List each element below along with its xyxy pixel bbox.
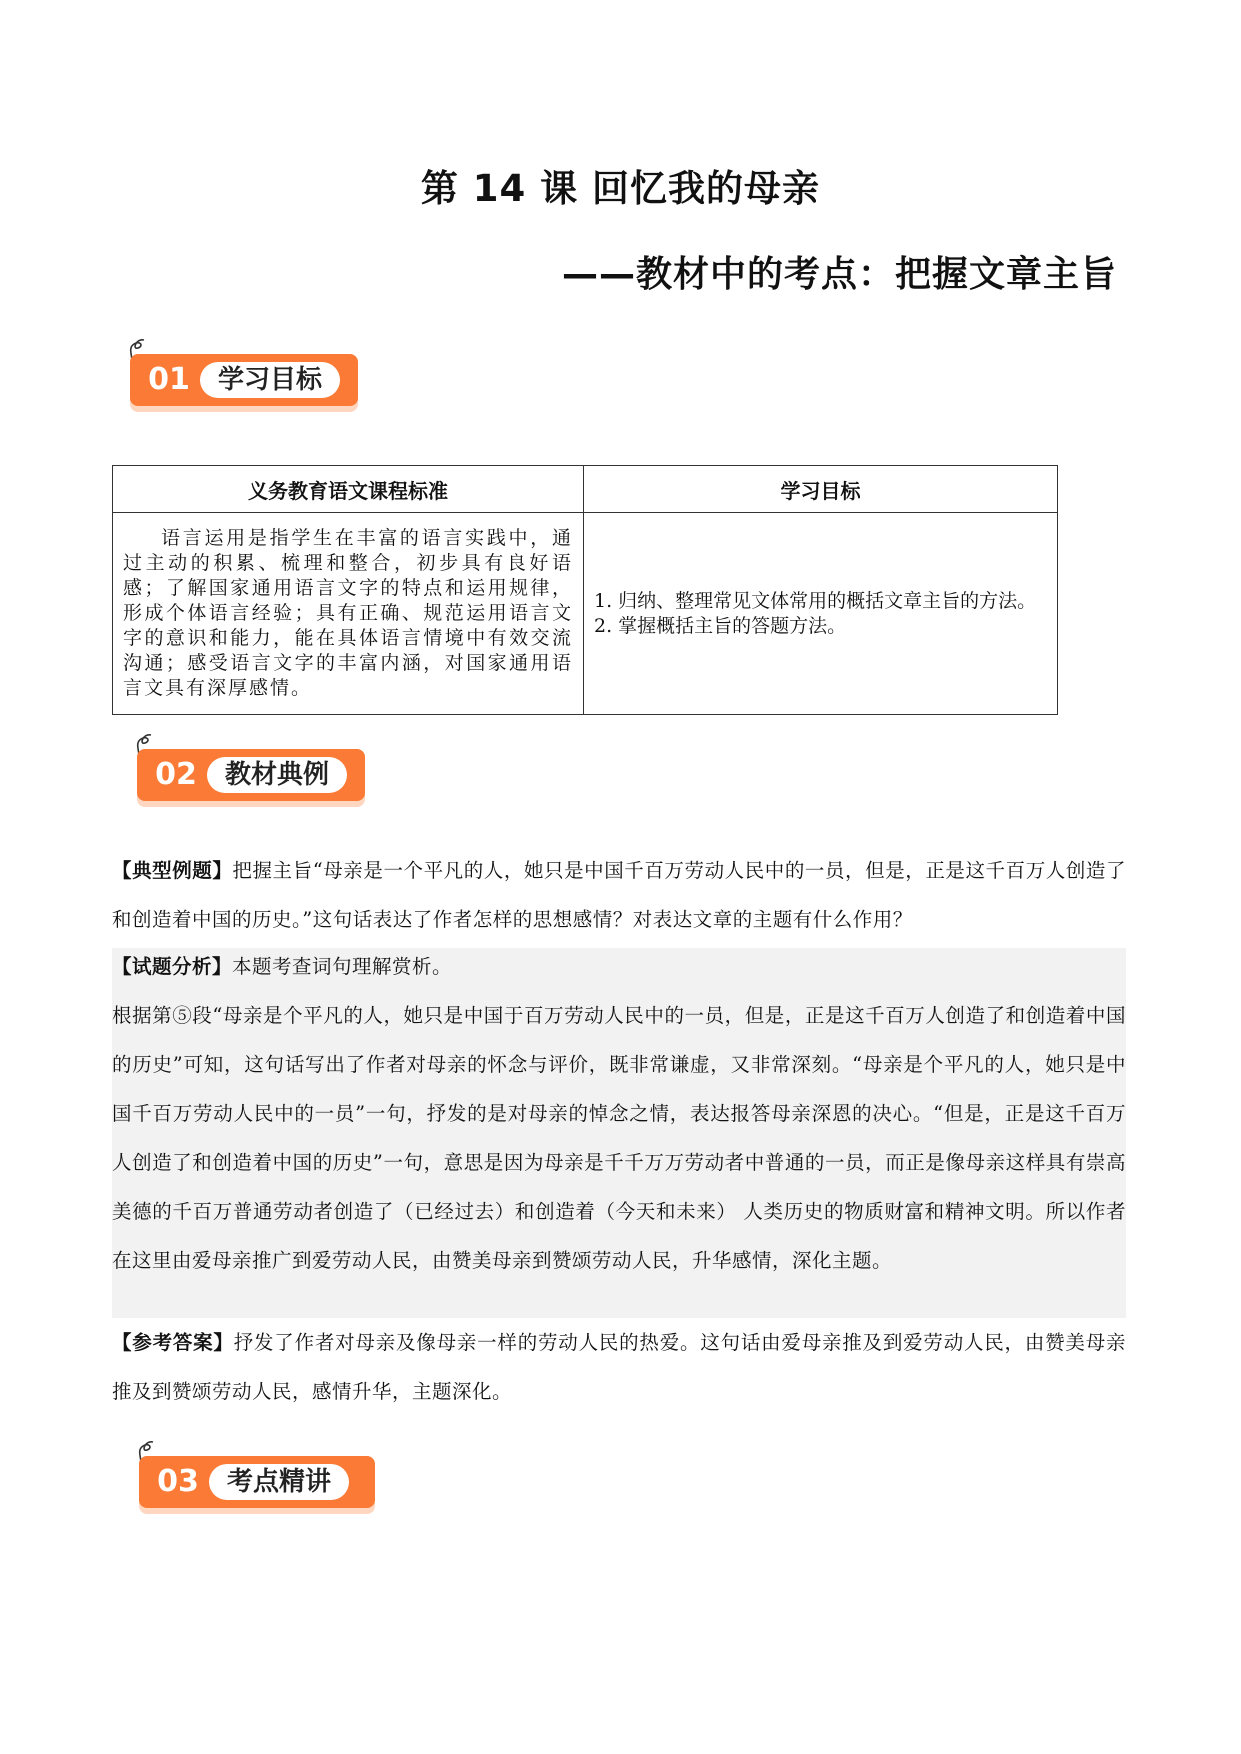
example-question	[112, 846, 1126, 944]
answer-label: 【参考答案】	[112, 1331, 234, 1354]
analysis-block	[112, 942, 1126, 1285]
table-header-row	[113, 466, 1058, 513]
goal-item: 1. 归纳、整理常见文体常用的概括文章主旨的方法。	[594, 589, 1037, 612]
header-standard: 义务教育语文课程标准	[113, 466, 584, 513]
goals-cell	[584, 513, 1058, 715]
section-number: 01	[148, 362, 190, 397]
answer-text: 抒发了作者对母亲及像母亲一样的劳动人民的热爱。这句话由爱母亲推及到爱劳动人民，由赞美母亲推及到赞颂劳动人民，感情升华，主题深化。	[112, 1331, 1126, 1403]
reference-answer	[112, 1318, 1126, 1416]
example-label: 【典型例题】	[112, 859, 233, 882]
analysis-intro-text: 本题考查词句理解赏析。	[232, 955, 453, 978]
table-row	[113, 513, 1058, 715]
goal-item: 2. 掌握概括主旨的答题方法。	[594, 614, 847, 637]
section-label: 考点精讲	[209, 1464, 349, 1500]
standard-text: 语言运用是指学生在丰富的语言实践中，通过主动的积累、梳理和整合，初步具有良好语感；了解国家通用语言文字的特点和运用规律，形成个体语言经验；具有正确、规范运用语言文字的意识和能力，能在具体语言情境中有效交流沟通；感受语言文字的丰富内涵，对国家通用语言文具有深厚感情。	[113, 513, 584, 715]
example-text: 把握主旨“母亲是一个平凡的人，她只是中国千百万劳动人民中的一员，但是，正是这千百万人创造了和创造着中国的历史。”这句话表达了作者怎样的思想感情？对表达文章的主题有什么作用？	[112, 859, 1126, 931]
section-badge-03	[139, 1444, 375, 1508]
section-label: 学习目标	[200, 362, 340, 398]
header-goals: 学习目标	[584, 466, 1058, 513]
section-label: 教材典例	[207, 757, 347, 793]
analysis-intro	[112, 942, 1126, 991]
analysis-text: 根据第⑤段“母亲是个平凡的人，她只是中国于百万劳动人民中的一员，但是，正是这千百万人创造了和创造着中国的历史”可知，这句话写出了作者对母亲的怀念与评价，既非常谦虚，又非常深刻。“母亲是个平凡的人，她只是中国千百万劳动人民中的一员”一句，抒发的是对母亲的悼念之情，表达报答母亲深恩的决心。“但是，正是这千百万人创造了和创造着中国的历史”一句，意思是因为母亲是千千万万劳动者中普通的一员，而正是像母亲这样具有崇高美德的千百万普通劳动者创造了（已经过去）和创造着（今天和未来） 人类历史的物质财富和精神文明。所以作者在这里由爱母亲推广到爱劳动人民，由赞美母亲到赞颂劳动人民，升华感情，深化主题。	[112, 1004, 1126, 1272]
lesson-title: 第 14 课 回忆我的母亲	[420, 167, 821, 210]
section-number: 02	[155, 757, 197, 792]
lesson-subtitle: ——教材中的考点：把握文章主旨	[561, 254, 1117, 295]
analysis-label: 【试题分析】	[112, 955, 233, 978]
section-badge-01	[130, 342, 358, 406]
section-number: 03	[157, 1464, 199, 1499]
section-badge-02	[137, 737, 365, 801]
standards-table	[112, 465, 1058, 715]
